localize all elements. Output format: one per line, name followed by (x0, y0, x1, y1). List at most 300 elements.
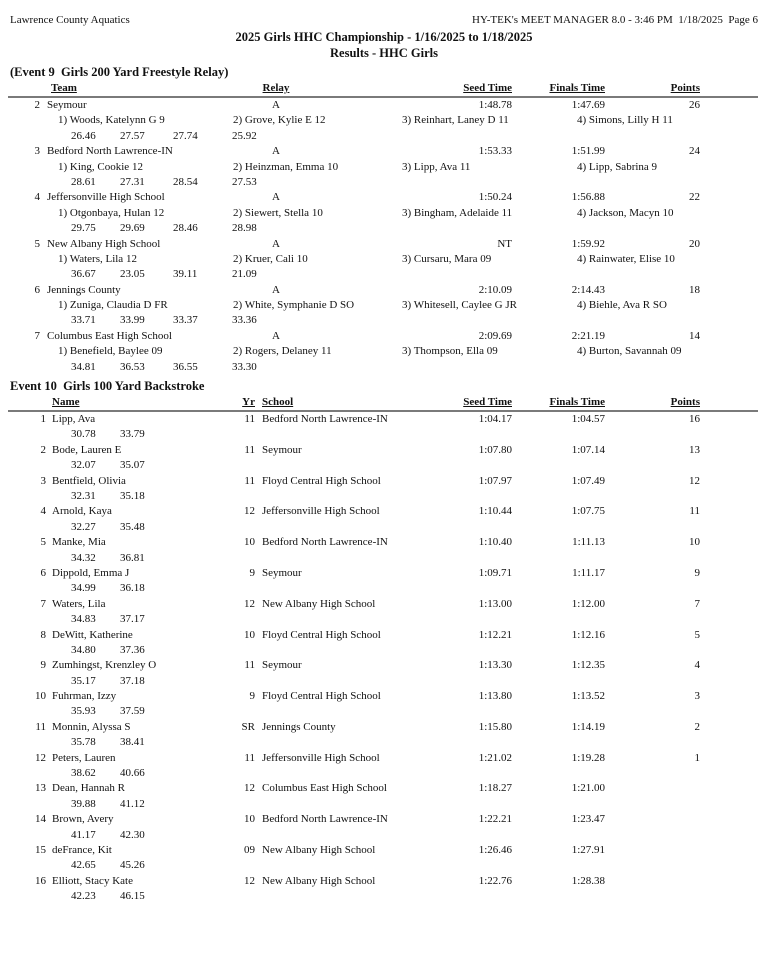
column-header-points: Points (670, 82, 700, 94)
individual-main-line (0, 412, 768, 427)
rank: 5 (34, 237, 40, 250)
swimmer-name: Manke, Mia (52, 536, 106, 549)
individual-main-line (0, 658, 768, 673)
relay-swimmer-1: 1) Benefield, Baylee 09 (58, 345, 163, 358)
relay-swimmer-2: 2) White, Symphanie D SO (233, 299, 355, 312)
split-time-1: 42.23 (71, 890, 96, 903)
individual-splits-line (0, 828, 768, 843)
relay-swimmer-2: 2) Kruer, Cali 10 (233, 252, 308, 265)
column-header-finals: Finals Time (549, 396, 605, 409)
points: 5 (694, 628, 700, 641)
school-name: Bedford North Lawrence-IN (262, 536, 388, 549)
split-time-2: 36.18 (120, 582, 145, 595)
split-time-1: 35.93 (71, 705, 96, 718)
school-name: Columbus East High School (262, 782, 387, 795)
relay-swimmer-3: 3) Whitesell, Caylee G JR (402, 299, 517, 312)
points: 12 (689, 474, 700, 487)
relay-swimmer-4: 4) Jackson, Macyn 10 (577, 206, 674, 219)
rank: 7 (34, 329, 40, 342)
individual-result-row (0, 504, 768, 535)
relay-swimmer-3: 3) Thompson, Ella 09 (402, 345, 498, 358)
split-time-2: 33.99 (120, 314, 145, 327)
rank: 13 (35, 782, 46, 795)
finals-time: 1:59.92 (571, 237, 605, 250)
swimmer-name: Bode, Lauren E (52, 443, 122, 456)
swimmer-name: Monnin, Alyssa S (52, 720, 131, 733)
relay-letter: A (272, 237, 280, 250)
finals-time: 1:47.69 (571, 99, 605, 111)
individual-main-line (0, 781, 768, 796)
school-name: Bedford North Lawrence-IN (262, 413, 388, 426)
split-time-2: 37.17 (120, 613, 145, 626)
finals-time: 1:14.19 (571, 720, 605, 733)
points: 10 (689, 536, 700, 549)
finals-time: 1:19.28 (571, 751, 605, 764)
swimmer-year: 10 (244, 628, 255, 641)
split-time-3: 36.55 (173, 360, 198, 373)
relay-swimmer-2: 2) Heinzman, Emma 10 (233, 160, 339, 173)
split-time-1: 28.61 (71, 175, 96, 188)
relay-swimmer-4: 4) Burton, Savannah 09 (577, 345, 682, 358)
rank: 7 (40, 597, 46, 610)
relay-splits-line (0, 360, 768, 375)
split-time-1: 41.17 (71, 828, 96, 841)
split-time-2: 38.41 (120, 736, 145, 749)
relay-letter: A (272, 145, 280, 158)
relay-swimmer-2: 2) Grove, Kylie E 12 (233, 114, 326, 127)
relay-swimmer-2: 2) Rogers, Delaney 11 (233, 345, 332, 358)
team-name: Columbus East High School (47, 329, 172, 342)
swimmer-year: 11 (244, 659, 255, 672)
school-name: New Albany High School (262, 597, 376, 610)
organization-name: Lawrence County Aquatics (10, 14, 130, 26)
split-time-3: 28.54 (173, 175, 198, 188)
column-header-seed: Seed Time (463, 396, 512, 409)
rank: 6 (34, 283, 40, 296)
relay-result-row (0, 98, 768, 144)
rank: 3 (34, 145, 40, 158)
relay-splits-line (0, 313, 768, 328)
split-time-4: 33.30 (232, 360, 257, 373)
school-name: Floyd Central High School (262, 628, 381, 641)
split-time-2: 37.36 (120, 643, 145, 656)
finals-time: 1:11.13 (572, 536, 605, 549)
swimmer-name: Fuhrman, Izzy (52, 690, 117, 703)
school-name: Seymour (262, 659, 302, 672)
individual-splits-line (0, 551, 768, 566)
individual-splits-line (0, 704, 768, 719)
school-name: Floyd Central High School (262, 690, 381, 703)
split-time-2: 37.18 (120, 674, 145, 687)
finals-time: 1:28.38 (571, 874, 605, 887)
individual-splits-line (0, 458, 768, 473)
rank: 4 (40, 505, 46, 518)
split-time-1: 29.75 (71, 222, 96, 235)
split-time-4: 33.36 (232, 314, 257, 327)
relay-main-line (0, 237, 768, 252)
individual-result-row (0, 812, 768, 843)
split-time-1: 36.67 (71, 268, 96, 281)
finals-time: 1:12.16 (571, 628, 605, 641)
swimmer-year: 12 (244, 505, 255, 518)
seed-time: 1:13.30 (478, 659, 512, 672)
swimmer-year: 12 (244, 597, 255, 610)
relay-splits-line (0, 175, 768, 190)
relay-swimmer-3: 3) Bingham, Adelaide 11 (402, 206, 513, 219)
swimmer-year: 12 (244, 782, 255, 795)
seed-time: 1:21.02 (478, 751, 512, 764)
event9-column-header (0, 81, 768, 98)
split-time-1: 35.17 (71, 674, 96, 687)
seed-time: 2:09.69 (478, 329, 512, 342)
event10-heading: Event 10 Girls 100 Yard Backstroke (10, 379, 205, 394)
school-name: New Albany High School (262, 843, 376, 856)
swimmer-name: Dean, Hannah R (52, 782, 126, 795)
individual-main-line (0, 597, 768, 612)
relay-swimmer-4: 4) Lipp, Sabrina 9 (577, 160, 658, 173)
points: 4 (694, 659, 700, 672)
individual-main-line (0, 720, 768, 735)
relay-swimmers-line (0, 252, 768, 267)
split-time-4: 27.53 (232, 175, 257, 188)
meet-title: 2025 Girls HHC Championship - 1/16/2025 to 1/18/2025 (235, 30, 533, 44)
rank: 12 (35, 751, 46, 764)
software-info: HY-TEK's MEET MANAGER 8.0 - 3:46 PM 1/18/2025 Page 6 (472, 14, 758, 26)
relay-swimmer-1: 1) Waters, Lila 12 (58, 252, 137, 265)
split-time-4: 21.09 (232, 268, 257, 281)
rank: 10 (35, 690, 46, 703)
individual-splits-line (0, 427, 768, 442)
individual-result-row (0, 843, 768, 874)
individual-result-row (0, 535, 768, 566)
individual-splits-line (0, 581, 768, 596)
relay-swimmer-4: 4) Simons, Lilly H 11 (577, 114, 673, 127)
seed-time: 1:07.97 (478, 474, 512, 487)
split-time-3: 28.46 (173, 222, 198, 235)
rank: 6 (40, 566, 46, 579)
finals-time: 2:14.43 (571, 283, 605, 296)
swimmer-year: 11 (244, 443, 255, 456)
finals-time: 1:12.00 (571, 597, 605, 610)
finals-time: 2:21.19 (571, 329, 605, 342)
split-time-2: 41.12 (120, 797, 145, 810)
split-time-4: 28.98 (232, 222, 257, 235)
seed-time: 1:10.40 (478, 536, 512, 549)
relay-swimmer-1: 1) King, Cookie 12 (58, 160, 143, 173)
rank: 1 (40, 413, 46, 426)
seed-time: 1:13.00 (478, 597, 512, 610)
seed-time: 1:10.44 (478, 505, 512, 518)
seed-time: 1:26.46 (478, 843, 512, 856)
individual-result-row (0, 751, 768, 782)
individual-splits-line (0, 766, 768, 781)
seed-time: 1:09.71 (478, 566, 512, 579)
rank: 5 (40, 536, 46, 549)
points: 9 (694, 566, 700, 579)
seed-time: 1:53.33 (478, 145, 512, 158)
event9-heading: (Event 9 Girls 200 Yard Freestyle Relay) (10, 65, 229, 79)
relay-swimmers-line (0, 298, 768, 313)
column-header-points: Points (670, 396, 700, 409)
column-header-yr: Yr (242, 396, 255, 409)
rank: 11 (35, 720, 46, 733)
points: 16 (689, 413, 700, 426)
split-time-1: 39.88 (71, 797, 96, 810)
swimmer-name: Lipp, Ava (52, 413, 96, 426)
individual-main-line (0, 689, 768, 704)
column-header-team: Team (51, 82, 77, 94)
split-time-2: 27.57 (120, 129, 145, 142)
swimmer-year: 11 (244, 751, 255, 764)
individual-main-line (0, 874, 768, 889)
swimmer-year: 11 (244, 474, 255, 487)
individual-main-line (0, 443, 768, 458)
individual-splits-line (0, 858, 768, 873)
school-name: New Albany High School (262, 874, 376, 887)
split-time-3: 33.37 (173, 314, 198, 327)
rank: 15 (35, 843, 46, 856)
individual-splits-line (0, 797, 768, 812)
team-name: Jeffersonville High School (47, 191, 165, 204)
seed-time: 1:04.17 (478, 413, 512, 426)
relay-swimmer-3: 3) Lipp, Ava 11 (402, 160, 471, 173)
relay-swimmers-line (0, 160, 768, 175)
individual-splits-line (0, 674, 768, 689)
points: 13 (689, 443, 700, 456)
rank: 8 (40, 628, 46, 641)
relay-letter: A (272, 191, 280, 204)
split-time-1: 33.71 (71, 314, 96, 327)
split-time-1: 32.07 (71, 459, 96, 472)
swimmer-year: 9 (249, 566, 255, 579)
individual-splits-line (0, 643, 768, 658)
split-time-2: 36.81 (120, 551, 145, 564)
swimmer-name: Brown, Avery (52, 813, 114, 826)
split-time-2: 33.79 (120, 428, 145, 441)
split-time-1: 26.46 (71, 129, 96, 142)
individual-result-row (0, 474, 768, 505)
finals-time: 1:04.57 (571, 413, 605, 426)
column-header-relay: Relay (262, 82, 290, 94)
split-time-2: 40.66 (120, 767, 145, 780)
relay-letter: A (272, 283, 280, 296)
split-time-2: 29.69 (120, 222, 145, 235)
finals-time: 1:12.35 (571, 659, 605, 672)
split-time-1: 38.62 (71, 767, 96, 780)
points: 26 (689, 99, 700, 111)
individual-result-row (0, 628, 768, 659)
individual-splits-line (0, 889, 768, 904)
school-name: Floyd Central High School (262, 474, 381, 487)
relay-splits-line (0, 129, 768, 144)
relay-swimmers-line (0, 113, 768, 128)
rank: 9 (40, 659, 46, 672)
individual-result-row (0, 781, 768, 812)
relay-swimmer-1: 1) Otgonbaya, Hulan 12 (58, 206, 165, 219)
swimmer-name: Elliott, Stacy Kate (52, 874, 133, 887)
individual-splits-line (0, 612, 768, 627)
points: 3 (694, 690, 700, 703)
points: 24 (689, 145, 700, 158)
split-time-2: 35.18 (120, 489, 145, 502)
school-name: Seymour (262, 566, 302, 579)
relay-swimmer-3: 3) Cursaru, Mara 09 (402, 252, 492, 265)
split-time-4: 25.92 (232, 129, 257, 142)
split-time-2: 42.30 (120, 828, 145, 841)
points: 1 (694, 751, 700, 764)
split-time-1: 34.81 (71, 360, 96, 373)
individual-main-line (0, 843, 768, 858)
swimmer-name: Arnold, Kaya (52, 505, 112, 518)
relay-letter: A (272, 329, 280, 342)
individual-splits-line (0, 489, 768, 504)
report-title: Results - HHC Girls (330, 46, 438, 60)
page-header (0, 13, 768, 27)
swimmer-name: DeWitt, Katherine (52, 628, 133, 641)
relay-main-line (0, 190, 768, 205)
relay-result-row (0, 144, 768, 190)
event9-results (0, 98, 768, 375)
relay-swimmer-1: 1) Woods, Katelynn G 9 (58, 114, 165, 127)
seed-time: 2:10.09 (478, 283, 512, 296)
individual-splits-line (0, 735, 768, 750)
relay-main-line (0, 144, 768, 159)
split-time-2: 45.26 (120, 859, 145, 872)
swimmer-year: SR (241, 720, 255, 733)
split-time-2: 46.15 (120, 890, 145, 903)
split-time-1: 34.99 (71, 582, 96, 595)
individual-main-line (0, 812, 768, 827)
relay-letter: A (272, 99, 280, 111)
split-time-2: 35.07 (120, 459, 145, 472)
split-time-1: 35.78 (71, 736, 96, 749)
school-name: Bedford North Lawrence-IN (262, 813, 388, 826)
seed-time: 1:15.80 (478, 720, 512, 733)
rank: 4 (34, 191, 40, 204)
rank: 14 (35, 813, 46, 826)
points: 14 (689, 329, 700, 342)
split-time-1: 32.31 (71, 489, 96, 502)
seed-time: 1:22.21 (478, 813, 512, 826)
relay-result-row (0, 190, 768, 236)
split-time-1: 34.32 (71, 551, 96, 564)
individual-result-row (0, 443, 768, 474)
seed-time: 1:22.76 (478, 874, 512, 887)
swimmer-name: Bentfield, Olivia (52, 474, 126, 487)
individual-splits-line (0, 520, 768, 535)
relay-result-row (0, 237, 768, 283)
relay-result-row (0, 329, 768, 375)
column-header-name: Name (52, 396, 80, 409)
finals-time: 1:07.14 (571, 443, 605, 456)
event10-column-header (0, 395, 768, 412)
relay-swimmer-4: 4) Biehle, Ava R SO (577, 299, 667, 312)
column-header-seed: Seed Time (463, 82, 512, 94)
seed-time: 1:18.27 (478, 782, 512, 795)
relay-main-line (0, 98, 768, 113)
column-header-finals: Finals Time (549, 82, 605, 94)
swimmer-name: Waters, Lila (52, 597, 106, 610)
swimmer-year: 9 (249, 690, 255, 703)
seed-time: 1:07.80 (478, 443, 512, 456)
swimmer-name: Zumhingst, Krenzley O (52, 659, 157, 672)
relay-swimmer-1: 1) Zuniga, Claudia D FR (58, 299, 168, 312)
team-name: New Albany High School (47, 237, 161, 250)
swimmer-year: 10 (244, 536, 255, 549)
swimmer-year: 11 (244, 413, 255, 426)
individual-main-line (0, 751, 768, 766)
points: 7 (694, 597, 700, 610)
event10-results (0, 412, 768, 905)
swimmer-name: Dippold, Emma J (52, 566, 130, 579)
split-time-1: 34.83 (71, 613, 96, 626)
finals-time: 1:21.00 (571, 782, 605, 795)
swimmer-year: 12 (244, 874, 255, 887)
split-time-2: 35.48 (120, 520, 145, 533)
split-time-1: 34.80 (71, 643, 96, 656)
individual-result-row (0, 566, 768, 597)
rank: 16 (35, 874, 46, 887)
individual-main-line (0, 628, 768, 643)
finals-time: 1:23.47 (571, 813, 605, 826)
finals-time: 1:51.99 (571, 145, 605, 158)
seed-time: NT (497, 237, 512, 250)
individual-result-row (0, 720, 768, 751)
relay-main-line (0, 283, 768, 298)
school-name: Seymour (262, 443, 302, 456)
points: 11 (689, 505, 700, 518)
school-name: Jennings County (262, 720, 336, 733)
relay-splits-line (0, 221, 768, 236)
relay-splits-line (0, 267, 768, 282)
split-time-2: 37.59 (120, 705, 145, 718)
relay-swimmer-3: 3) Reinhart, Laney D 11 (402, 114, 509, 127)
swimmer-name: Peters, Lauren (52, 751, 116, 764)
rank: 2 (40, 443, 46, 456)
points: 18 (689, 283, 700, 296)
individual-result-row (0, 874, 768, 905)
relay-result-row (0, 283, 768, 329)
finals-time: 1:27.91 (571, 843, 605, 856)
seed-time: 1:13.80 (478, 690, 512, 703)
points: 22 (689, 191, 700, 204)
finals-time: 1:07.49 (571, 474, 605, 487)
rank: 2 (34, 99, 40, 111)
swimmer-name: deFrance, Kit (52, 843, 112, 856)
relay-swimmers-line (0, 206, 768, 221)
split-time-1: 32.27 (71, 520, 96, 533)
split-time-2: 36.53 (120, 360, 145, 373)
individual-main-line (0, 504, 768, 519)
school-name: Jeffersonville High School (262, 505, 380, 518)
relay-swimmer-2: 2) Siewert, Stella 10 (233, 206, 323, 219)
individual-main-line (0, 566, 768, 581)
seed-time: 1:12.21 (478, 628, 512, 641)
team-name: Jennings County (47, 283, 121, 296)
split-time-2: 27.31 (120, 175, 145, 188)
seed-time: 1:48.78 (478, 99, 512, 111)
individual-result-row (0, 597, 768, 628)
relay-main-line (0, 329, 768, 344)
school-name: Jeffersonville High School (262, 751, 380, 764)
points: 20 (689, 237, 700, 250)
individual-result-row (0, 658, 768, 689)
individual-main-line (0, 535, 768, 550)
column-header-school: School (262, 396, 294, 409)
team-name: Seymour (47, 99, 87, 111)
points: 2 (694, 720, 700, 733)
split-time-3: 39.11 (173, 268, 198, 281)
